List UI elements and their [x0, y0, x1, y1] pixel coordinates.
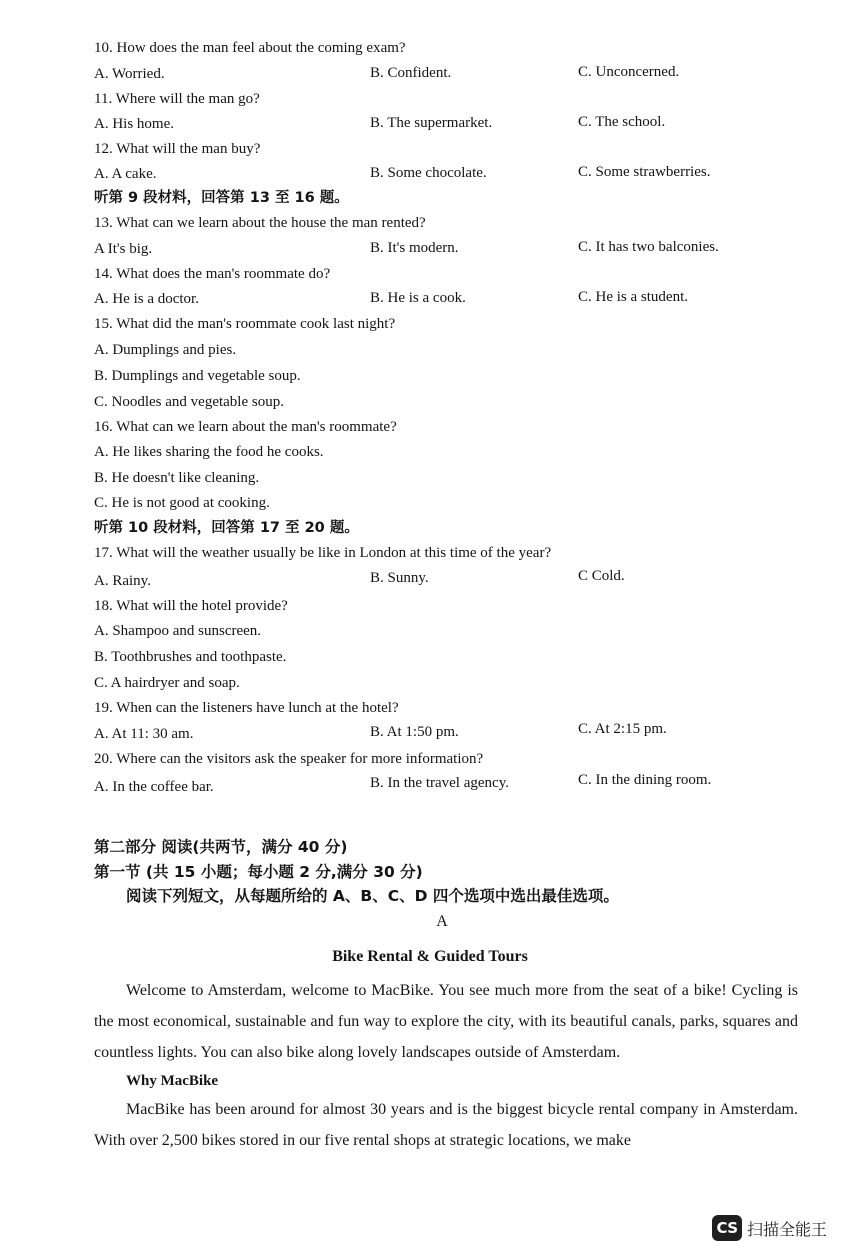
question-15: 15. What did the man's roommate cook last night?	[94, 316, 396, 332]
part-2-title: 第二部分 阅读(共两节，满分 40 分)	[94, 838, 348, 856]
option-14c: C. He is a student.	[578, 289, 688, 305]
question-12: 12. What will the man buy?	[94, 141, 261, 157]
option-10a: A. Worried.	[94, 66, 165, 82]
option-13a: A It's big.	[94, 241, 153, 257]
option-10c: C. Unconcerned.	[578, 64, 680, 80]
option-18a: A. Shampoo and sunscreen.	[94, 623, 262, 639]
option-15c: C. Noodles and vegetable soup.	[94, 394, 284, 410]
option-19a: A. At 11: 30 am.	[94, 726, 194, 742]
option-16c: C. He is not good at cooking.	[94, 495, 270, 511]
option-16a: A. He likes sharing the food he cooks.	[94, 444, 324, 460]
paragraph-1-text: Welcome to Amsterdam, welcome to MacBike. You see much more from the seat of a bike! Cycling is the most economical, sustainable and fun way to explore the city, with its beautiful canals, parks, squares and countless lights. You can also bike along lovely landscapes outside of Amsterdam.	[94, 982, 798, 1061]
reading-instruction: 阅读下列短文，从每题所给的 A、B、C、D 四个选项中选出最佳选项。	[126, 887, 619, 905]
option-17b: B. Sunny.	[370, 570, 429, 586]
option-18b: B. Toothbrushes and toothpaste.	[94, 649, 287, 665]
option-14a: A. He is a doctor.	[94, 291, 199, 307]
paragraph-2-text: MacBike has been around for almost 30 years and is the biggest bicycle rental company in Amsterdam. With over 2,500 bikes stored in our five rental shops at strategic locations, we make	[94, 1101, 798, 1149]
option-10b: B. Confident.	[370, 65, 452, 81]
option-14b: B. He is a cook.	[370, 290, 466, 306]
option-15a: A. Dumplings and pies.	[94, 342, 237, 358]
question-19: 19. When can the listeners have lunch at the hotel?	[94, 700, 399, 716]
article-paragraph-1	[94, 975, 798, 1068]
option-20b: B. In the travel agency.	[370, 775, 509, 791]
article-paragraph-2	[94, 1094, 798, 1156]
option-12a: A. A cake.	[94, 166, 157, 182]
option-12c: C. Some strawberries.	[578, 164, 711, 180]
option-19c: C. At 2:15 pm.	[578, 721, 667, 737]
option-11b: B. The supermarket.	[370, 115, 493, 131]
article-subheading: Why MacBike	[126, 1073, 219, 1089]
passage-letter: A	[436, 913, 448, 930]
option-12b: B. Some chocolate.	[370, 165, 487, 181]
watermark-text: 扫描全能王	[747, 1219, 828, 1239]
section-10-heading: 听第 10 段材料，回答第 17 至 20 题。	[94, 520, 359, 536]
question-17: 17. What will the weather usually be like in London at this time of the year?	[94, 545, 552, 561]
option-13c: C. It has two balconies.	[578, 239, 719, 255]
option-20a: A. In the coffee bar.	[94, 779, 214, 795]
section-1-title: 第一节 (共 15 小题；每小题 2 分,满分 30 分)	[94, 863, 423, 881]
question-13: 13. What can we learn about the house the man rented?	[94, 215, 426, 231]
option-13b: B. It's modern.	[370, 240, 459, 256]
option-16b: B. He doesn't like cleaning.	[94, 470, 260, 486]
option-11c: C. The school.	[578, 114, 666, 130]
option-20c: C. In the dining room.	[578, 772, 712, 788]
option-15b: B. Dumplings and vegetable soup.	[94, 368, 301, 384]
question-18: 18. What will the hotel provide?	[94, 598, 288, 614]
option-17c: C Cold.	[578, 568, 625, 584]
question-11: 11. Where will the man go?	[94, 91, 260, 107]
option-11a: A. His home.	[94, 116, 174, 132]
article-title: Bike Rental & Guided Tours	[332, 948, 528, 965]
option-17a: A. Rainy.	[94, 573, 151, 589]
question-10: 10. How does the man feel about the coming exam?	[94, 40, 406, 56]
question-14: 14. What does the man's roommate do?	[94, 266, 331, 282]
camscanner-logo-icon: CS	[712, 1215, 742, 1241]
option-19b: B. At 1:50 pm.	[370, 724, 459, 740]
scanner-watermark	[712, 1213, 842, 1243]
section-9-heading: 听第 9 段材料，回答第 13 至 16 题。	[94, 190, 349, 206]
question-20: 20. Where can the visitors ask the speaker for more information?	[94, 751, 484, 767]
question-16: 16. What can we learn about the man's roommate?	[94, 419, 397, 435]
option-18c: C. A hairdryer and soap.	[94, 675, 240, 691]
